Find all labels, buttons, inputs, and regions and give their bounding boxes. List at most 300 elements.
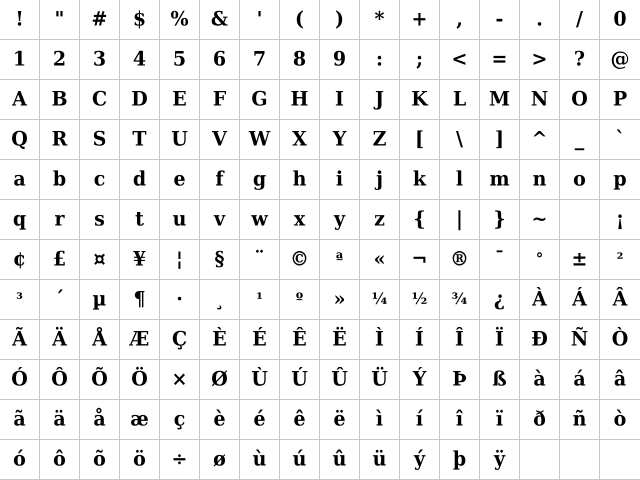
glyph-character: Y bbox=[332, 127, 347, 151]
glyph-cell[interactable] bbox=[80, 40, 120, 80]
glyph-character: Ü bbox=[371, 367, 388, 391]
glyph-character: z bbox=[374, 207, 385, 231]
glyph-cell[interactable] bbox=[480, 400, 520, 440]
glyph-cell[interactable] bbox=[440, 40, 480, 80]
glyph-cell[interactable] bbox=[480, 240, 520, 280]
glyph-character: Ñ bbox=[570, 327, 589, 351]
glyph-character: Á bbox=[572, 287, 587, 311]
glyph-cell[interactable] bbox=[600, 320, 640, 360]
glyph-cell[interactable] bbox=[280, 440, 320, 480]
glyph-cell[interactable] bbox=[200, 200, 240, 240]
glyph-cell[interactable] bbox=[440, 120, 480, 160]
glyph-character: à bbox=[533, 367, 546, 391]
glyph-character: ¯ bbox=[494, 247, 505, 271]
glyph-cell[interactable] bbox=[120, 400, 160, 440]
glyph-character: ¾ bbox=[451, 289, 468, 309]
glyph-character: _ bbox=[574, 127, 585, 151]
glyph-cell[interactable] bbox=[600, 280, 640, 320]
glyph-character: é bbox=[253, 407, 266, 431]
glyph-character: » bbox=[333, 287, 346, 311]
glyph-cell[interactable] bbox=[600, 240, 640, 280]
glyph-cell[interactable] bbox=[600, 80, 640, 120]
glyph-character: < bbox=[451, 47, 468, 71]
glyph-cell[interactable] bbox=[200, 80, 240, 120]
glyph-cell[interactable] bbox=[560, 240, 600, 280]
glyph-cell[interactable] bbox=[520, 320, 560, 360]
glyph-cell[interactable] bbox=[0, 240, 40, 280]
glyph-character: î bbox=[455, 407, 464, 431]
glyph-cell[interactable] bbox=[80, 400, 120, 440]
glyph-character: Ï bbox=[495, 327, 504, 351]
glyph-cell[interactable] bbox=[80, 120, 120, 160]
glyph-character: Õ bbox=[91, 367, 108, 391]
glyph-character: # bbox=[91, 7, 108, 31]
glyph-cell[interactable] bbox=[0, 40, 40, 80]
glyph-cell[interactable] bbox=[200, 320, 240, 360]
glyph-cell[interactable] bbox=[520, 360, 560, 400]
glyph-cell[interactable] bbox=[120, 160, 160, 200]
glyph-cell[interactable] bbox=[560, 280, 600, 320]
glyph-cell[interactable] bbox=[520, 200, 560, 240]
glyph-cell[interactable] bbox=[0, 360, 40, 400]
glyph-cell[interactable] bbox=[560, 120, 600, 160]
glyph-character: ) bbox=[335, 7, 344, 31]
glyph-character: ¬ bbox=[411, 247, 428, 271]
glyph-cell[interactable] bbox=[120, 40, 160, 80]
glyph-cell[interactable] bbox=[480, 40, 520, 80]
glyph-cell[interactable] bbox=[440, 400, 480, 440]
glyph-cell[interactable] bbox=[440, 0, 480, 40]
glyph-character: Ý bbox=[412, 367, 427, 391]
glyph-cell[interactable] bbox=[320, 240, 360, 280]
glyph-cell[interactable] bbox=[480, 440, 520, 480]
glyph-cell[interactable] bbox=[600, 160, 640, 200]
glyph-cell[interactable] bbox=[240, 160, 280, 200]
glyph-character: Ú bbox=[291, 367, 308, 391]
glyph-cell[interactable] bbox=[280, 360, 320, 400]
glyph-character: * bbox=[374, 7, 385, 31]
glyph-cell[interactable] bbox=[560, 80, 600, 120]
glyph-cell[interactable] bbox=[160, 280, 200, 320]
glyph-cell[interactable] bbox=[480, 160, 520, 200]
glyph-cell[interactable] bbox=[560, 0, 600, 40]
glyph-cell[interactable] bbox=[80, 0, 120, 40]
glyph-cell[interactable] bbox=[240, 360, 280, 400]
glyph-cell[interactable] bbox=[240, 440, 280, 480]
glyph-character: a bbox=[13, 167, 26, 191]
glyph-cell[interactable] bbox=[480, 320, 520, 360]
glyph-character: x bbox=[293, 207, 306, 231]
glyph-cell[interactable] bbox=[520, 0, 560, 40]
glyph-cell[interactable] bbox=[200, 0, 240, 40]
glyph-character: 9 bbox=[332, 47, 347, 71]
glyph-cell[interactable] bbox=[600, 40, 640, 80]
glyph-cell[interactable] bbox=[560, 440, 600, 480]
glyph-cell[interactable] bbox=[160, 160, 200, 200]
glyph-cell[interactable] bbox=[120, 0, 160, 40]
glyph-character: µ bbox=[92, 287, 107, 311]
glyph-character: ô bbox=[53, 447, 66, 471]
glyph-cell[interactable] bbox=[80, 280, 120, 320]
glyph-cell[interactable] bbox=[360, 80, 400, 120]
glyph-cell[interactable] bbox=[160, 120, 200, 160]
glyph-cell[interactable] bbox=[40, 320, 80, 360]
glyph-cell[interactable] bbox=[80, 80, 120, 120]
glyph-character: / bbox=[576, 7, 583, 31]
glyph-cell[interactable] bbox=[240, 400, 280, 440]
glyph-character: \ bbox=[456, 127, 463, 151]
glyph-character: þ bbox=[452, 447, 467, 471]
glyph-character: 1 bbox=[12, 47, 27, 71]
glyph-cell[interactable] bbox=[80, 440, 120, 480]
glyph-cell[interactable] bbox=[120, 240, 160, 280]
glyph-character: l bbox=[455, 167, 464, 191]
glyph-cell[interactable] bbox=[240, 200, 280, 240]
glyph-cell[interactable] bbox=[40, 360, 80, 400]
glyph-cell[interactable] bbox=[520, 240, 560, 280]
glyph-cell[interactable] bbox=[280, 200, 320, 240]
glyph-cell[interactable] bbox=[160, 80, 200, 120]
glyph-cell[interactable] bbox=[320, 440, 360, 480]
glyph-cell[interactable] bbox=[160, 360, 200, 400]
glyph-cell[interactable] bbox=[120, 80, 160, 120]
glyph-character: d bbox=[132, 167, 147, 191]
glyph-character: ; bbox=[415, 47, 423, 71]
glyph-cell[interactable] bbox=[400, 320, 440, 360]
glyph-character: " bbox=[54, 7, 65, 31]
glyph-character: V bbox=[212, 127, 227, 151]
glyph-cell[interactable] bbox=[400, 80, 440, 120]
glyph-cell[interactable] bbox=[240, 240, 280, 280]
glyph-cell[interactable] bbox=[480, 200, 520, 240]
glyph-character: ® bbox=[450, 247, 469, 271]
glyph-cell[interactable] bbox=[440, 240, 480, 280]
glyph-cell[interactable] bbox=[40, 280, 80, 320]
glyph-character: º bbox=[295, 289, 304, 309]
glyph-cell[interactable] bbox=[160, 40, 200, 80]
glyph-cell[interactable] bbox=[320, 200, 360, 240]
glyph-character: F bbox=[212, 87, 227, 111]
glyph-character: ³ bbox=[16, 289, 23, 309]
glyph-character: ¡ bbox=[615, 207, 625, 231]
glyph-cell[interactable] bbox=[400, 440, 440, 480]
glyph-cell[interactable] bbox=[360, 400, 400, 440]
glyph-character: ÷ bbox=[171, 447, 188, 471]
glyph-cell[interactable] bbox=[280, 280, 320, 320]
glyph-cell[interactable] bbox=[280, 40, 320, 80]
glyph-character: ù bbox=[252, 447, 267, 471]
glyph-cell[interactable] bbox=[0, 80, 40, 120]
glyph-cell[interactable] bbox=[0, 200, 40, 240]
glyph-cell[interactable] bbox=[80, 240, 120, 280]
glyph-character: · bbox=[176, 287, 183, 311]
glyph-cell[interactable] bbox=[160, 240, 200, 280]
glyph-cell[interactable] bbox=[160, 320, 200, 360]
glyph-cell[interactable] bbox=[320, 0, 360, 40]
glyph-character: © bbox=[290, 247, 309, 271]
glyph-cell[interactable] bbox=[280, 400, 320, 440]
glyph-cell[interactable] bbox=[40, 240, 80, 280]
glyph-cell[interactable] bbox=[320, 280, 360, 320]
glyph-cell[interactable] bbox=[320, 80, 360, 120]
glyph-cell[interactable] bbox=[440, 160, 480, 200]
glyph-character: ï bbox=[495, 407, 504, 431]
glyph-cell[interactable] bbox=[480, 280, 520, 320]
glyph-cell[interactable] bbox=[160, 0, 200, 40]
glyph-cell[interactable] bbox=[80, 160, 120, 200]
glyph-cell[interactable] bbox=[360, 40, 400, 80]
glyph-cell[interactable] bbox=[360, 240, 400, 280]
glyph-character: | bbox=[456, 207, 463, 231]
glyph-cell[interactable] bbox=[360, 360, 400, 400]
glyph-character: w bbox=[251, 207, 268, 231]
glyph-character: Ä bbox=[52, 327, 67, 351]
glyph-cell[interactable] bbox=[440, 360, 480, 400]
glyph-character: Ç bbox=[171, 327, 188, 351]
glyph-character: Z bbox=[372, 127, 387, 151]
glyph-cell[interactable] bbox=[440, 200, 480, 240]
glyph-character: W bbox=[248, 127, 271, 151]
glyph-cell[interactable] bbox=[480, 0, 520, 40]
glyph-cell[interactable] bbox=[600, 360, 640, 400]
glyph-character: ª bbox=[335, 249, 344, 269]
glyph-cell[interactable] bbox=[240, 280, 280, 320]
glyph-character: i bbox=[335, 167, 344, 191]
glyph-character: h bbox=[292, 167, 307, 191]
glyph-cell[interactable] bbox=[600, 440, 640, 480]
glyph-character: $ bbox=[132, 7, 147, 31]
glyph-cell[interactable] bbox=[400, 160, 440, 200]
glyph-cell[interactable] bbox=[120, 320, 160, 360]
glyph-character: Ê bbox=[292, 327, 307, 351]
glyph-character: ( bbox=[295, 7, 304, 31]
glyph-cell[interactable] bbox=[360, 320, 400, 360]
glyph-cell[interactable] bbox=[560, 320, 600, 360]
glyph-character: I bbox=[335, 87, 344, 111]
glyph-cell[interactable] bbox=[40, 440, 80, 480]
glyph-character: æ bbox=[130, 407, 149, 431]
glyph-character: k bbox=[412, 167, 427, 191]
glyph-character: ² bbox=[616, 249, 624, 269]
glyph-cell[interactable] bbox=[200, 360, 240, 400]
glyph-character: ý bbox=[413, 447, 426, 471]
glyph-cell[interactable] bbox=[200, 40, 240, 80]
glyph-cell[interactable] bbox=[440, 80, 480, 120]
glyph-cell[interactable] bbox=[40, 80, 80, 120]
glyph-character: ¢ bbox=[12, 247, 27, 271]
glyph-character: y bbox=[333, 207, 346, 231]
glyph-cell[interactable] bbox=[560, 160, 600, 200]
glyph-character: v bbox=[213, 207, 226, 231]
glyph-cell[interactable] bbox=[600, 200, 640, 240]
glyph-character: ß bbox=[492, 367, 507, 391]
glyph-character: & bbox=[210, 7, 229, 31]
glyph-cell[interactable] bbox=[80, 320, 120, 360]
glyph-character: ½ bbox=[411, 289, 428, 309]
glyph-character: ¸ bbox=[214, 287, 225, 311]
glyph-cell[interactable] bbox=[40, 0, 80, 40]
glyph-cell[interactable] bbox=[480, 360, 520, 400]
glyph-cell[interactable] bbox=[280, 80, 320, 120]
glyph-character: ò bbox=[613, 407, 627, 431]
glyph-character: Â bbox=[612, 287, 628, 311]
glyph-character: n bbox=[532, 167, 547, 191]
glyph-character: Î bbox=[455, 327, 464, 351]
glyph-cell[interactable] bbox=[240, 120, 280, 160]
glyph-character: - bbox=[495, 7, 504, 31]
glyph-cell[interactable] bbox=[360, 280, 400, 320]
glyph-character: + bbox=[411, 7, 428, 31]
glyph-character: e bbox=[173, 167, 186, 191]
glyph-character: ` bbox=[615, 127, 625, 151]
glyph-cell[interactable] bbox=[0, 120, 40, 160]
glyph-cell[interactable] bbox=[240, 40, 280, 80]
glyph-character: B bbox=[51, 87, 68, 111]
glyph-character: b bbox=[52, 167, 67, 191]
glyph-character: ó bbox=[13, 447, 26, 471]
glyph-cell[interactable] bbox=[400, 0, 440, 40]
glyph-cell[interactable] bbox=[280, 240, 320, 280]
glyph-cell[interactable] bbox=[280, 0, 320, 40]
glyph-cell[interactable] bbox=[0, 280, 40, 320]
glyph-cell[interactable] bbox=[400, 40, 440, 80]
glyph-cell[interactable] bbox=[320, 40, 360, 80]
glyph-cell[interactable] bbox=[520, 120, 560, 160]
glyph-character: ' bbox=[256, 7, 263, 31]
glyph-cell[interactable] bbox=[360, 200, 400, 240]
glyph-cell[interactable] bbox=[120, 280, 160, 320]
glyph-cell[interactable] bbox=[280, 160, 320, 200]
glyph-character: Ð bbox=[531, 327, 548, 351]
glyph-cell[interactable] bbox=[320, 360, 360, 400]
glyph-cell[interactable] bbox=[40, 40, 80, 80]
glyph-character: = bbox=[491, 47, 508, 71]
glyph-cell[interactable] bbox=[40, 120, 80, 160]
glyph-cell[interactable] bbox=[120, 120, 160, 160]
glyph-cell[interactable] bbox=[400, 280, 440, 320]
glyph-cell[interactable] bbox=[440, 280, 480, 320]
glyph-cell[interactable] bbox=[0, 400, 40, 440]
glyph-cell[interactable] bbox=[80, 200, 120, 240]
glyph-character: 6 bbox=[212, 47, 227, 71]
glyph-character: j bbox=[376, 167, 383, 191]
glyph-character: @ bbox=[610, 47, 630, 71]
glyph-cell[interactable] bbox=[600, 120, 640, 160]
glyph-cell[interactable] bbox=[320, 160, 360, 200]
glyph-cell[interactable] bbox=[240, 320, 280, 360]
glyph-character: ~ bbox=[531, 207, 548, 231]
glyph-cell[interactable] bbox=[520, 40, 560, 80]
glyph-character: 7 bbox=[252, 47, 267, 71]
glyph-cell[interactable] bbox=[0, 0, 40, 40]
glyph-cell[interactable] bbox=[400, 120, 440, 160]
glyph-character: S bbox=[92, 127, 107, 151]
glyph-cell[interactable] bbox=[160, 200, 200, 240]
glyph-character: Í bbox=[415, 327, 424, 351]
glyph-cell[interactable] bbox=[520, 440, 560, 480]
glyph-character: Ë bbox=[332, 327, 347, 351]
glyph-cell[interactable] bbox=[400, 240, 440, 280]
glyph-character: M bbox=[488, 87, 511, 111]
glyph-character: % bbox=[170, 7, 189, 31]
glyph-cell[interactable] bbox=[520, 160, 560, 200]
glyph-cell[interactable] bbox=[200, 120, 240, 160]
glyph-character: J bbox=[375, 87, 384, 111]
glyph-character: R bbox=[51, 127, 68, 151]
glyph-cell[interactable] bbox=[600, 400, 640, 440]
glyph-cell[interactable] bbox=[200, 440, 240, 480]
glyph-cell[interactable] bbox=[480, 120, 520, 160]
glyph-cell[interactable] bbox=[200, 240, 240, 280]
glyph-cell[interactable] bbox=[40, 400, 80, 440]
glyph-character: 4 bbox=[132, 47, 147, 71]
glyph-character: Ã bbox=[12, 327, 27, 351]
glyph-cell[interactable] bbox=[200, 400, 240, 440]
glyph-cell[interactable] bbox=[520, 280, 560, 320]
glyph-character: ð bbox=[533, 407, 546, 431]
glyph-character: u bbox=[172, 207, 187, 231]
glyph-cell[interactable] bbox=[0, 320, 40, 360]
glyph-cell[interactable] bbox=[480, 80, 520, 120]
glyph-character: ø bbox=[213, 447, 226, 471]
glyph-cell[interactable] bbox=[440, 320, 480, 360]
glyph-cell[interactable] bbox=[200, 280, 240, 320]
glyph-character: } bbox=[493, 207, 506, 231]
glyph-cell[interactable] bbox=[560, 40, 600, 80]
glyph-cell[interactable] bbox=[400, 400, 440, 440]
glyph-cell[interactable] bbox=[320, 120, 360, 160]
glyph-cell[interactable] bbox=[240, 80, 280, 120]
glyph-character: L bbox=[452, 87, 467, 111]
glyph-cell[interactable] bbox=[440, 440, 480, 480]
glyph-cell[interactable] bbox=[320, 320, 360, 360]
glyph-cell[interactable] bbox=[40, 160, 80, 200]
glyph-character: r bbox=[54, 207, 65, 231]
glyph-cell[interactable] bbox=[360, 440, 400, 480]
glyph-cell[interactable] bbox=[200, 160, 240, 200]
glyph-cell[interactable] bbox=[280, 120, 320, 160]
glyph-cell[interactable] bbox=[520, 80, 560, 120]
glyph-cell[interactable] bbox=[560, 400, 600, 440]
glyph-character: À bbox=[532, 287, 547, 311]
glyph-cell[interactable] bbox=[0, 440, 40, 480]
glyph-cell[interactable] bbox=[160, 440, 200, 480]
glyph-character: ö bbox=[133, 447, 146, 471]
glyph-cell[interactable] bbox=[0, 160, 40, 200]
glyph-cell[interactable] bbox=[400, 360, 440, 400]
glyph-cell[interactable] bbox=[320, 400, 360, 440]
glyph-cell[interactable] bbox=[280, 320, 320, 360]
glyph-cell[interactable] bbox=[120, 440, 160, 480]
glyph-cell[interactable] bbox=[40, 200, 80, 240]
glyph-character: ü bbox=[372, 447, 387, 471]
glyph-character: ? bbox=[573, 47, 586, 71]
glyph-cell[interactable] bbox=[560, 360, 600, 400]
glyph-cell[interactable] bbox=[120, 200, 160, 240]
glyph-cell[interactable] bbox=[600, 0, 640, 40]
glyph-character: á bbox=[573, 367, 586, 391]
glyph-cell[interactable] bbox=[560, 200, 600, 240]
glyph-cell[interactable] bbox=[160, 400, 200, 440]
glyph-cell[interactable] bbox=[360, 160, 400, 200]
glyph-cell[interactable] bbox=[120, 360, 160, 400]
glyph-cell[interactable] bbox=[360, 120, 400, 160]
glyph-cell[interactable] bbox=[360, 0, 400, 40]
glyph-cell[interactable] bbox=[400, 200, 440, 240]
glyph-cell[interactable] bbox=[520, 400, 560, 440]
glyph-cell[interactable] bbox=[240, 0, 280, 40]
glyph-cell[interactable] bbox=[80, 360, 120, 400]
